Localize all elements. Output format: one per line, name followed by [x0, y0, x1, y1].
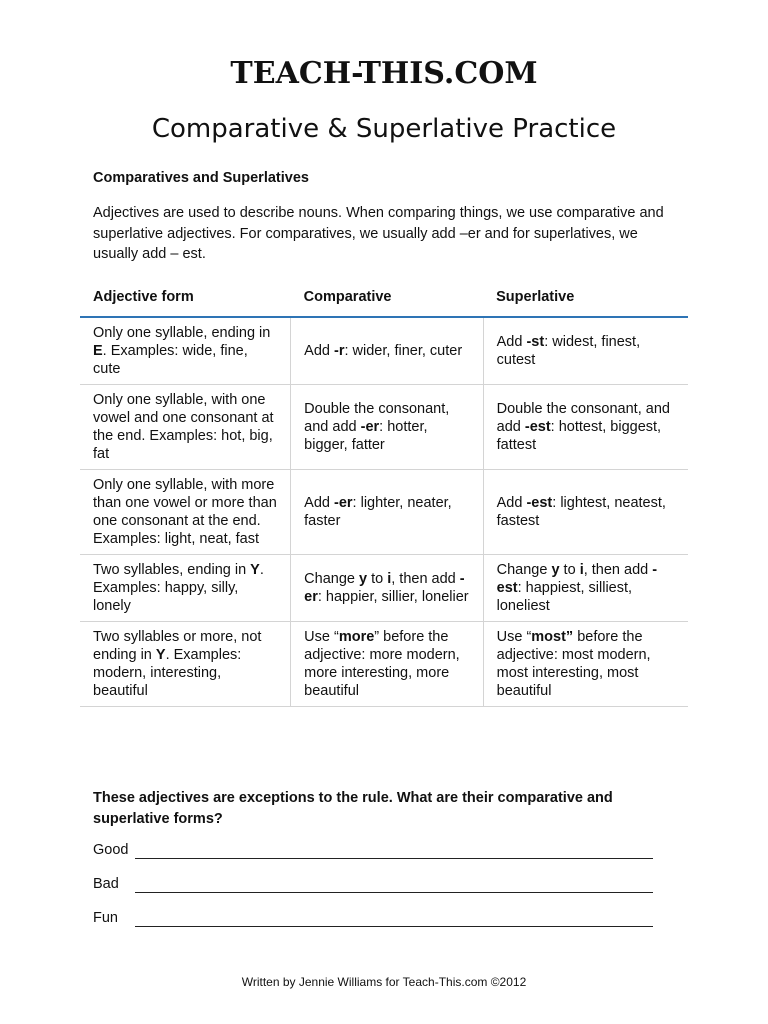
bold-text: y	[551, 562, 560, 578]
bold-text: -est	[524, 419, 551, 435]
table-header-row	[80, 280, 688, 317]
bold-text: most”	[531, 629, 574, 645]
cell-adjective-form	[80, 470, 291, 555]
table-row	[80, 470, 688, 555]
cell-text: Add	[496, 495, 527, 511]
cell-comparative	[291, 555, 483, 622]
footer-credit: Written by Jennie Williams for Teach-This.com ©2012	[241, 975, 527, 989]
bold-text: y	[358, 571, 368, 587]
bold-text: more	[338, 629, 375, 645]
header-adjective-form: Adjective form	[80, 280, 291, 317]
bold-text: -r	[334, 343, 345, 359]
cell-adjective-form	[80, 622, 291, 707]
cell-adjective-form	[80, 555, 291, 622]
header-superlative: Superlative	[483, 280, 688, 317]
cell-text: . Examples: happy, silly, lonely	[93, 562, 264, 614]
cell-text: Double the consonant, and add	[496, 401, 670, 435]
answer-blank-line[interactable]	[135, 926, 653, 927]
cell-text: : lighter, neater, faster	[304, 495, 452, 529]
cell-text: : happier, sillier, lonelier	[317, 589, 469, 605]
cell-text: Two syllables or more, not ending in	[93, 629, 262, 663]
cell-text: Use “	[496, 629, 532, 645]
exercise-word: Bad	[93, 876, 119, 892]
cell-text: , then add	[391, 571, 460, 587]
cell-text: to	[559, 562, 580, 578]
rules-table	[80, 280, 688, 707]
bold-text: Y	[155, 647, 166, 663]
page-title: Comparative & Superlative Practice	[151, 114, 617, 144]
cell-text: Only one syllable, with one vowel and one consonant at the end. Examples: hot, big, fat	[93, 392, 274, 462]
table-row	[80, 385, 688, 470]
table-row	[80, 622, 688, 707]
cell-text: Double the consonant, and add	[304, 401, 450, 435]
exercise-word: Fun	[93, 910, 118, 926]
cell-text: : widest, finest, cutest	[496, 334, 641, 368]
cell-text: Two syllables, ending in	[93, 562, 251, 578]
cell-text: . Examples: wide, fine, cute	[93, 343, 248, 377]
bold-text: -est	[526, 495, 553, 511]
cell-text: , then add	[583, 562, 653, 578]
cell-comparative	[291, 317, 483, 385]
cell-superlative	[483, 385, 688, 470]
cell-text: Add	[496, 334, 527, 350]
bold-text: i	[387, 571, 392, 587]
rules-table-body	[80, 317, 688, 707]
cell-text: : lightest, neatest, fastest	[496, 495, 666, 529]
bold-text: E	[93, 343, 103, 359]
exercise-heading: These adjectives are exceptions to the rule. What are their comparative and superlative forms?	[93, 790, 613, 827]
cell-adjective-form	[80, 317, 291, 385]
cell-text: : wider, finer, cuter	[344, 343, 463, 359]
cell-text: : happiest, silliest, loneliest	[496, 580, 633, 614]
cell-superlative	[483, 555, 688, 622]
cell-text: : hotter, bigger, fatter	[304, 419, 428, 453]
cell-superlative	[483, 317, 688, 385]
bold-text: -er	[360, 419, 380, 435]
exercise-row-good	[93, 842, 653, 864]
cell-comparative	[291, 622, 483, 707]
bold-text: -est	[496, 562, 658, 596]
intro-paragraph: Adjectives are used to describe nouns. When comparing things, we use comparative and superlative adjectives. For comparatives, we usually add –er and for superlatives, we usually add – est.	[93, 205, 664, 262]
cell-text: : hottest, biggest, fattest	[496, 419, 662, 453]
cell-text: Change	[304, 571, 359, 587]
cell-text: before the adjective: most modern, most interesting, most beautiful	[496, 629, 651, 699]
header-comparative: Comparative	[291, 280, 483, 317]
cell-text: Add	[304, 343, 334, 359]
answer-blank-line[interactable]	[135, 892, 653, 893]
cell-text: ” before the adjective: more modern, more interesting, more beautiful	[304, 629, 460, 699]
cell-text: Add	[304, 495, 334, 511]
bold-text: i	[579, 562, 584, 578]
bold-text: -st	[526, 334, 545, 350]
cell-text: to	[367, 571, 388, 587]
exercise-word: Good	[93, 842, 129, 858]
cell-text: . Examples: modern, interesting, beautiful	[93, 647, 242, 699]
bold-text: Y	[250, 562, 260, 578]
cell-superlative	[483, 470, 688, 555]
exercise-row-fun	[93, 910, 653, 932]
section-heading: Comparatives and Superlatives	[93, 170, 309, 186]
bold-text: -er	[304, 571, 465, 605]
brand-logo-text: TEACH-THIS.COM	[230, 56, 538, 91]
table-row	[80, 555, 688, 622]
cell-comparative	[291, 470, 483, 555]
bold-text: -er	[334, 495, 353, 511]
cell-text: Only one syllable, ending in	[93, 325, 271, 341]
cell-comparative	[291, 385, 483, 470]
answer-blank-line[interactable]	[135, 858, 653, 859]
cell-superlative	[483, 622, 688, 707]
cell-text: Change	[496, 562, 552, 578]
exercise-row-bad	[93, 876, 653, 898]
table-row	[80, 317, 688, 385]
cell-text: Use “	[304, 629, 339, 645]
cell-text: Only one syllable, with more than one vowel or more than one consonant at the end. Examples: light, neat, fast	[93, 477, 277, 547]
cell-adjective-form	[80, 385, 291, 470]
